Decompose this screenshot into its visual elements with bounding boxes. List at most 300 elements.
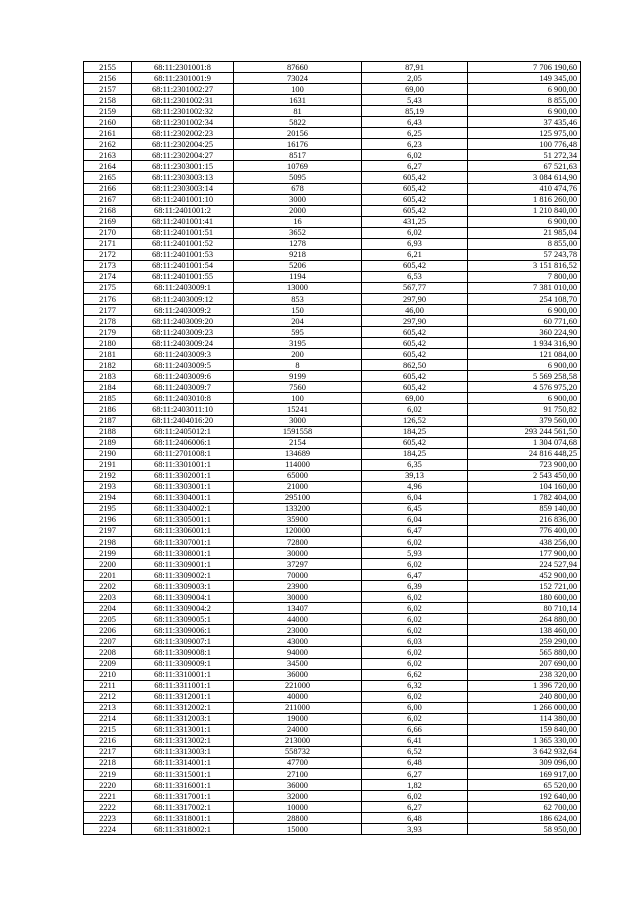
table-row (84, 316, 581, 327)
row-number-cell: 2175 (84, 282, 132, 293)
table-row (84, 293, 581, 304)
cadastral-number-cell: 68:11:3308001:1 (132, 548, 234, 559)
area-cell: 87660 (234, 62, 362, 73)
row-number-cell: 2218 (84, 757, 132, 768)
cadastral-number-cell: 68:11:3317002:1 (132, 802, 234, 813)
table-row (84, 824, 581, 835)
table-row (84, 514, 581, 525)
row-number-cell: 2164 (84, 161, 132, 172)
row-number-cell: 2177 (84, 305, 132, 316)
row-number-cell: 2197 (84, 525, 132, 536)
cadastral-value-cell: 259 290,00 (468, 636, 581, 647)
row-number-cell: 2182 (84, 360, 132, 371)
cadastral-number-cell: 68:11:3305001:1 (132, 514, 234, 525)
rate-cell: 6,02 (362, 625, 468, 636)
cadastral-number-cell: 68:11:3309002:1 (132, 570, 234, 581)
table-row (84, 537, 581, 548)
area-cell: 19000 (234, 713, 362, 724)
area-cell: 24000 (234, 724, 362, 735)
cadastral-number-cell: 68:11:2403009:5 (132, 360, 234, 371)
cadastral-value-cell: 4 576 975,20 (468, 382, 581, 393)
table-row (84, 282, 581, 293)
cadastral-value-cell: 859 140,00 (468, 503, 581, 514)
cadastral-number-cell: 68:11:2301001:8 (132, 62, 234, 73)
rate-cell: 6,47 (362, 570, 468, 581)
cadastral-number-cell: 68:11:3316001:1 (132, 780, 234, 791)
table-row (84, 62, 581, 73)
cadastral-value-cell: 264 880,00 (468, 614, 581, 625)
row-number-cell: 2189 (84, 437, 132, 448)
area-cell: 32000 (234, 791, 362, 802)
area-cell: 34500 (234, 658, 362, 669)
rate-cell: 6,35 (362, 459, 468, 470)
rate-cell: 6,39 (362, 581, 468, 592)
row-number-cell: 2170 (84, 227, 132, 238)
table-row (84, 702, 581, 713)
area-cell: 13000 (234, 282, 362, 293)
rate-cell: 6,27 (362, 802, 468, 813)
cadastral-number-cell: 68:11:2303003:14 (132, 183, 234, 194)
cadastral-value-cell: 3 084 614,90 (468, 172, 581, 183)
row-number-cell: 2213 (84, 702, 132, 713)
cadastral-value-cell: 67 521,63 (468, 161, 581, 172)
table-row (84, 84, 581, 95)
table-row (84, 647, 581, 658)
rate-cell: 6,66 (362, 724, 468, 735)
row-number-cell: 2159 (84, 106, 132, 117)
table-row (84, 216, 581, 227)
cadastral-value-cell: 565 880,00 (468, 647, 581, 658)
table-row (84, 746, 581, 757)
cadastral-number-cell: 68:11:3309006:1 (132, 625, 234, 636)
cadastral-value-cell: 452 900,00 (468, 570, 581, 581)
rate-cell: 605,42 (362, 437, 468, 448)
row-number-cell: 2205 (84, 614, 132, 625)
cadastral-number-cell: 68:11:3307001:1 (132, 537, 234, 548)
area-cell: 8 (234, 360, 362, 371)
row-number-cell: 2185 (84, 393, 132, 404)
table-row (84, 117, 581, 128)
rate-cell: 1,82 (362, 780, 468, 791)
cadastral-value-cell: 1 304 074,68 (468, 437, 581, 448)
rate-cell: 6,02 (362, 791, 468, 802)
table-row (84, 470, 581, 481)
rate-cell: 6,02 (362, 150, 468, 161)
row-number-cell: 2188 (84, 426, 132, 437)
table-row (84, 194, 581, 205)
row-number-cell: 2165 (84, 172, 132, 183)
area-cell: 114000 (234, 459, 362, 470)
cadastral-number-cell: 68:11:3313001:1 (132, 724, 234, 735)
rate-cell: 5,93 (362, 548, 468, 559)
rate-cell: 605,42 (362, 194, 468, 205)
row-number-cell: 2210 (84, 669, 132, 680)
cadastral-number-cell: 68:11:2401001:54 (132, 260, 234, 271)
table-row (84, 492, 581, 503)
cadastral-value-cell: 6 900,00 (468, 106, 581, 117)
cadastral-value-cell: 80 710,14 (468, 603, 581, 614)
row-number-cell: 2191 (84, 459, 132, 470)
cadastral-number-cell: 68:11:3309008:1 (132, 647, 234, 658)
area-cell: 37297 (234, 559, 362, 570)
cadastral-number-cell: 68:11:3301001:1 (132, 459, 234, 470)
table-row (84, 426, 581, 437)
rate-cell: 6,02 (362, 658, 468, 669)
cadastral-value-cell: 91 750,82 (468, 404, 581, 415)
cadastral-number-cell: 68:11:2401001:52 (132, 238, 234, 249)
rate-cell: 6,00 (362, 702, 468, 713)
area-cell: 23000 (234, 625, 362, 636)
rate-cell: 605,42 (362, 172, 468, 183)
area-cell: 5206 (234, 260, 362, 271)
cadastral-value-cell: 24 816 448,25 (468, 448, 581, 459)
cadastral-number-cell: 68:11:3311001:1 (132, 680, 234, 691)
cadastral-value-cell: 62 700,00 (468, 802, 581, 813)
cadastral-number-cell: 68:11:2401001:41 (132, 216, 234, 227)
table-row (84, 802, 581, 813)
area-cell: 3000 (234, 415, 362, 426)
table-row (84, 393, 581, 404)
rate-cell: 6,32 (362, 680, 468, 691)
cadastral-value-cell: 6 900,00 (468, 84, 581, 95)
cadastral-value-cell: 51 272,34 (468, 150, 581, 161)
rate-cell: 3,93 (362, 824, 468, 835)
cadastral-number-cell: 68:11:3312001:1 (132, 691, 234, 702)
area-cell: 678 (234, 183, 362, 194)
rate-cell: 6,03 (362, 636, 468, 647)
cadastral-number-cell: 68:11:2401001:55 (132, 271, 234, 282)
rate-cell: 6,21 (362, 249, 468, 260)
cadastral-number-cell: 68:11:2301002:32 (132, 106, 234, 117)
cadastral-number-cell: 68:11:2405012:1 (132, 426, 234, 437)
row-number-cell: 2168 (84, 205, 132, 216)
area-cell: 35900 (234, 514, 362, 525)
area-cell: 134689 (234, 448, 362, 459)
cadastral-number-cell: 68:11:2403009:20 (132, 316, 234, 327)
cadastral-number-cell: 68:11:3318002:1 (132, 824, 234, 835)
rate-cell: 605,42 (362, 338, 468, 349)
cadastral-number-cell: 68:11:3312002:1 (132, 702, 234, 713)
cadastral-value-cell: 5 569 258,58 (468, 371, 581, 382)
area-cell: 36000 (234, 780, 362, 791)
area-cell: 13407 (234, 603, 362, 614)
row-number-cell: 2206 (84, 625, 132, 636)
cadastral-value-cell: 152 721,00 (468, 581, 581, 592)
cadastral-number-cell: 68:11:2406006:1 (132, 437, 234, 448)
row-number-cell: 2183 (84, 371, 132, 382)
table-row (84, 757, 581, 768)
table-row (84, 669, 581, 680)
cadastral-number-cell: 68:11:2401001:53 (132, 249, 234, 260)
table-row (84, 813, 581, 824)
cadastral-value-cell: 360 224,90 (468, 327, 581, 338)
table-row (84, 260, 581, 271)
cadastral-value-cell: 180 600,00 (468, 592, 581, 603)
cadastral-number-cell: 68:11:3312003:1 (132, 713, 234, 724)
cadastral-number-cell: 68:11:2301002:34 (132, 117, 234, 128)
area-cell: 94000 (234, 647, 362, 658)
row-number-cell: 2166 (84, 183, 132, 194)
table-row (84, 128, 581, 139)
rate-cell: 567,77 (362, 282, 468, 293)
area-cell: 1278 (234, 238, 362, 249)
cadastral-value-cell: 293 244 561,50 (468, 426, 581, 437)
cadastral-number-cell: 68:11:2403009:7 (132, 382, 234, 393)
table-row (84, 73, 581, 84)
table-row (84, 570, 581, 581)
cadastral-number-cell: 68:11:3318001:1 (132, 813, 234, 824)
area-cell: 21000 (234, 481, 362, 492)
cadastral-value-cell: 1 816 260,00 (468, 194, 581, 205)
area-cell: 81 (234, 106, 362, 117)
cadastral-value-cell: 159 840,00 (468, 724, 581, 735)
table-row (84, 150, 581, 161)
row-number-cell: 2193 (84, 481, 132, 492)
row-number-cell: 2207 (84, 636, 132, 647)
cadastral-value-cell: 21 985,04 (468, 227, 581, 238)
row-number-cell: 2208 (84, 647, 132, 658)
rate-cell: 184,25 (362, 426, 468, 437)
cadastral-number-cell: 68:11:2701008:1 (132, 448, 234, 459)
area-cell: 204 (234, 316, 362, 327)
table-row (84, 548, 581, 559)
cadastral-value-cell: 57 243,78 (468, 249, 581, 260)
table-row (84, 614, 581, 625)
rate-cell: 6,02 (362, 227, 468, 238)
table-row (84, 161, 581, 172)
cadastral-value-cell: 6 900,00 (468, 360, 581, 371)
row-number-cell: 2219 (84, 769, 132, 780)
area-cell: 44000 (234, 614, 362, 625)
row-number-cell: 2180 (84, 338, 132, 349)
rate-cell: 6,48 (362, 813, 468, 824)
area-cell: 133200 (234, 503, 362, 514)
rate-cell: 87,91 (362, 62, 468, 73)
table-row (84, 271, 581, 282)
cadastral-number-cell: 68:11:2403009:3 (132, 349, 234, 360)
row-number-cell: 2212 (84, 691, 132, 702)
cadastral-number-cell: 68:11:2403009:2 (132, 305, 234, 316)
rate-cell: 862,50 (362, 360, 468, 371)
cadastral-number-cell: 68:11:2302002:23 (132, 128, 234, 139)
row-number-cell: 2162 (84, 139, 132, 150)
table-row (84, 415, 581, 426)
row-number-cell: 2155 (84, 62, 132, 73)
rate-cell: 605,42 (362, 327, 468, 338)
rate-cell: 605,42 (362, 205, 468, 216)
cadastral-value-cell: 3 642 932,64 (468, 746, 581, 757)
rate-cell: 39,13 (362, 470, 468, 481)
area-cell: 1194 (234, 271, 362, 282)
table-row (84, 525, 581, 536)
row-number-cell: 2160 (84, 117, 132, 128)
cadastral-value-cell: 379 560,00 (468, 415, 581, 426)
rate-cell: 6,41 (362, 735, 468, 746)
cadastral-value-cell: 6 900,00 (468, 305, 581, 316)
table-row (84, 106, 581, 117)
row-number-cell: 2161 (84, 128, 132, 139)
row-number-cell: 2220 (84, 780, 132, 791)
cadastral-value-table (83, 61, 581, 835)
rate-cell: 4,96 (362, 481, 468, 492)
cadastral-number-cell: 68:11:3313003:1 (132, 746, 234, 757)
row-number-cell: 2217 (84, 746, 132, 757)
cadastral-number-cell: 68:11:3314001:1 (132, 757, 234, 768)
area-cell: 47700 (234, 757, 362, 768)
table-row (84, 404, 581, 415)
cadastral-value-cell: 1 210 840,00 (468, 205, 581, 216)
rate-cell: 6,47 (362, 525, 468, 536)
cadastral-value-cell: 1 365 330,00 (468, 735, 581, 746)
row-number-cell: 2186 (84, 404, 132, 415)
table-row (84, 238, 581, 249)
rate-cell: 6,45 (362, 503, 468, 514)
rate-cell: 46,00 (362, 305, 468, 316)
cadastral-value-cell: 1 266 000,00 (468, 702, 581, 713)
cadastral-value-cell: 177 900,00 (468, 548, 581, 559)
area-cell: 9199 (234, 371, 362, 382)
cadastral-value-cell: 138 460,00 (468, 625, 581, 636)
area-cell: 221000 (234, 680, 362, 691)
cadastral-value-cell: 37 435,46 (468, 117, 581, 128)
cadastral-value-cell: 104 160,00 (468, 481, 581, 492)
area-cell: 10769 (234, 161, 362, 172)
rate-cell: 6,02 (362, 592, 468, 603)
row-number-cell: 2198 (84, 537, 132, 548)
area-cell: 200 (234, 349, 362, 360)
cadastral-value-cell: 1 782 404,00 (468, 492, 581, 503)
area-cell: 1631 (234, 95, 362, 106)
row-number-cell: 2169 (84, 216, 132, 227)
cadastral-number-cell: 68:11:3315001:1 (132, 769, 234, 780)
cadastral-number-cell: 68:11:2403009:12 (132, 293, 234, 304)
rate-cell: 297,90 (362, 316, 468, 327)
rate-cell: 297,90 (362, 293, 468, 304)
table-row (84, 691, 581, 702)
rate-cell: 184,25 (362, 448, 468, 459)
row-number-cell: 2176 (84, 293, 132, 304)
cadastral-value-cell: 410 474,76 (468, 183, 581, 194)
rate-cell: 5,43 (362, 95, 468, 106)
table-row (84, 791, 581, 802)
area-cell: 16 (234, 216, 362, 227)
cadastral-value-cell: 8 855,00 (468, 95, 581, 106)
rate-cell: 605,42 (362, 260, 468, 271)
row-number-cell: 2216 (84, 735, 132, 746)
row-number-cell: 2224 (84, 824, 132, 835)
cadastral-number-cell: 68:11:2403009:23 (132, 327, 234, 338)
cadastral-value-cell: 114 380,00 (468, 713, 581, 724)
area-cell: 9218 (234, 249, 362, 260)
table-row (84, 305, 581, 316)
cadastral-value-cell: 224 527,94 (468, 559, 581, 570)
area-cell: 295100 (234, 492, 362, 503)
area-cell: 2154 (234, 437, 362, 448)
cadastral-value-cell: 8 855,00 (468, 238, 581, 249)
table-row (84, 636, 581, 647)
cadastral-value-cell: 3 151 816,52 (468, 260, 581, 271)
rate-cell: 431,25 (362, 216, 468, 227)
area-cell: 7560 (234, 382, 362, 393)
cadastral-value-cell: 309 096,00 (468, 757, 581, 768)
table-row (84, 724, 581, 735)
cadastral-value-cell: 240 800,00 (468, 691, 581, 702)
cadastral-number-cell: 68:11:3309009:1 (132, 658, 234, 669)
area-cell: 3652 (234, 227, 362, 238)
cadastral-number-cell: 68:11:2403009:6 (132, 371, 234, 382)
cadastral-number-cell: 68:11:2403010:8 (132, 393, 234, 404)
row-number-cell: 2173 (84, 260, 132, 271)
area-cell: 8517 (234, 150, 362, 161)
cadastral-value-cell: 7 706 190,60 (468, 62, 581, 73)
cadastral-value-cell: 60 771,60 (468, 316, 581, 327)
cadastral-value-cell: 7 381 010,00 (468, 282, 581, 293)
rate-cell: 6,27 (362, 161, 468, 172)
area-cell: 30000 (234, 592, 362, 603)
area-cell: 20156 (234, 128, 362, 139)
row-number-cell: 2171 (84, 238, 132, 249)
cadastral-number-cell: 68:11:3309003:1 (132, 581, 234, 592)
cadastral-value-cell: 169 917,00 (468, 769, 581, 780)
row-number-cell: 2167 (84, 194, 132, 205)
row-number-cell: 2215 (84, 724, 132, 735)
cadastral-value-cell: 216 836,00 (468, 514, 581, 525)
cadastral-value-cell: 186 624,00 (468, 813, 581, 824)
table-row (84, 603, 581, 614)
table-row (84, 227, 581, 238)
rate-cell: 85,19 (362, 106, 468, 117)
rate-cell: 6,04 (362, 492, 468, 503)
area-cell: 595 (234, 327, 362, 338)
row-number-cell: 2196 (84, 514, 132, 525)
table-row (84, 382, 581, 393)
area-cell: 3000 (234, 194, 362, 205)
rate-cell: 6,02 (362, 559, 468, 570)
cadastral-value-cell: 1 934 316,90 (468, 338, 581, 349)
cadastral-value-cell: 723 900,00 (468, 459, 581, 470)
rate-cell: 605,42 (362, 371, 468, 382)
area-cell: 3195 (234, 338, 362, 349)
area-cell: 5095 (234, 172, 362, 183)
cadastral-value-cell: 6 900,00 (468, 393, 581, 404)
rate-cell: 6,43 (362, 117, 468, 128)
cadastral-number-cell: 68:11:2401001:51 (132, 227, 234, 238)
cadastral-value-cell: 6 900,00 (468, 216, 581, 227)
rate-cell: 6,02 (362, 691, 468, 702)
cadastral-number-cell: 68:11:2302004:27 (132, 150, 234, 161)
table-row (84, 360, 581, 371)
cadastral-value-cell: 121 084,00 (468, 349, 581, 360)
table-row (84, 338, 581, 349)
row-number-cell: 2179 (84, 327, 132, 338)
row-number-cell: 2163 (84, 150, 132, 161)
cadastral-number-cell: 68:11:2403011:10 (132, 404, 234, 415)
row-number-cell: 2214 (84, 713, 132, 724)
rate-cell: 6,48 (362, 757, 468, 768)
rate-cell: 6,23 (362, 139, 468, 150)
area-cell: 23900 (234, 581, 362, 592)
cadastral-number-cell: 68:11:3302001:1 (132, 470, 234, 481)
rate-cell: 6,52 (362, 746, 468, 757)
table-row (84, 713, 581, 724)
row-number-cell: 2195 (84, 503, 132, 514)
rate-cell: 6,02 (362, 647, 468, 658)
table-row (84, 139, 581, 150)
row-number-cell: 2156 (84, 73, 132, 84)
table-row (84, 172, 581, 183)
table-row (84, 503, 581, 514)
cadastral-value-cell: 776 400,00 (468, 525, 581, 536)
